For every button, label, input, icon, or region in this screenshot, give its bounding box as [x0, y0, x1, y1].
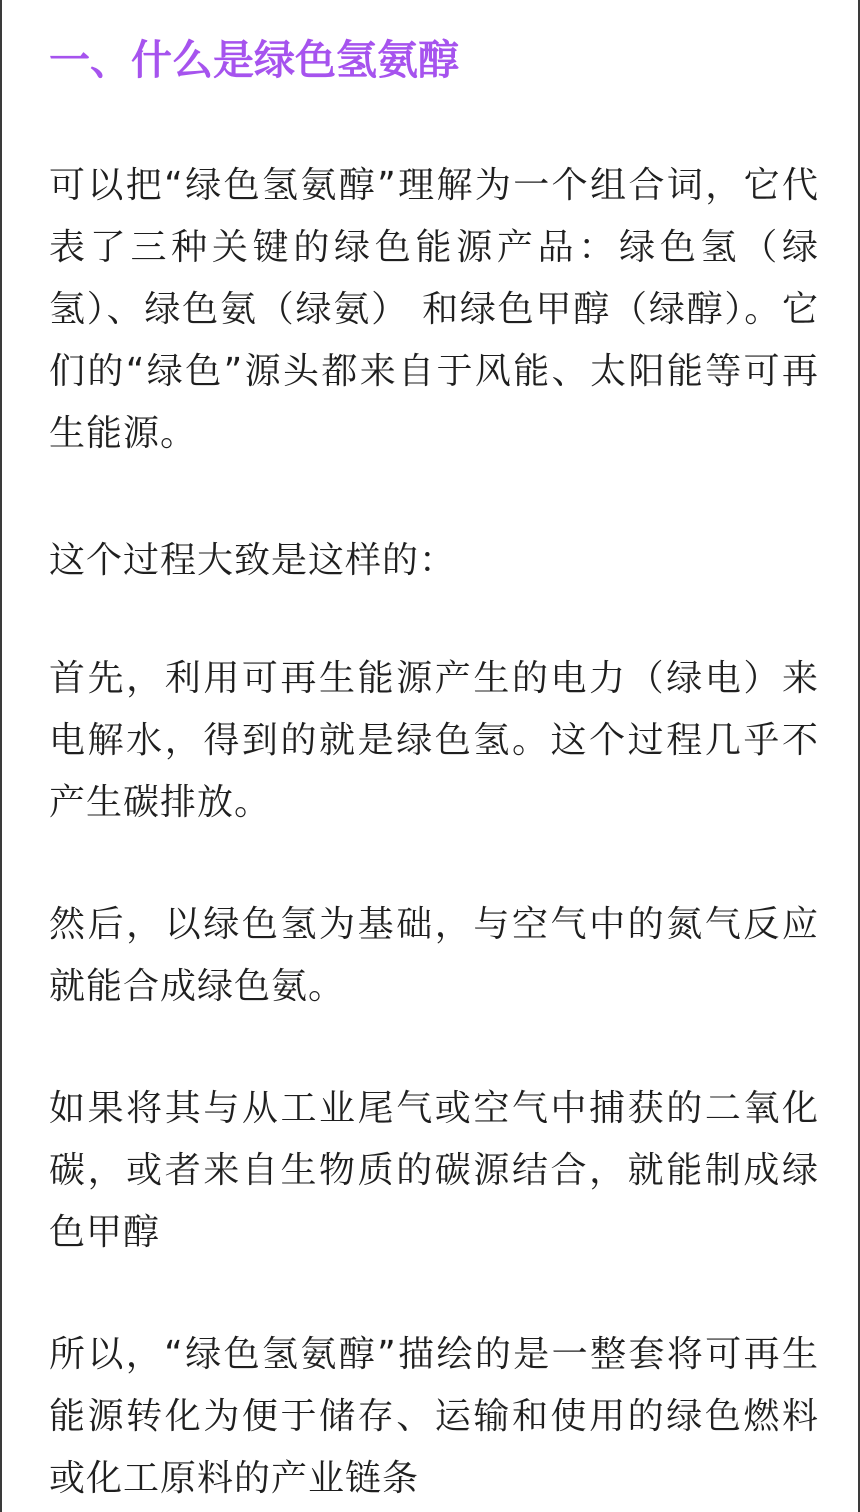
paragraph-green-ammonia: 然后，以绿色氢为基础，与空气中的氮气反应就能合成绿色氨。 [49, 904, 819, 1007]
paragraph-process-intro: 这个过程大致是这样的： [49, 540, 457, 581]
paragraph-green-methanol: 如果将其与从工业尾气或空气中捕获的二氧化碳，或者来自生物质的碳源结合，就能制成绿色甲醇 [49, 1088, 819, 1253]
paragraph-green-hydrogen: 首先，利用可再生能源产生的电力（绿电）来电解水，得到的就是绿色氢。这个过程几乎不产生碳排放。 [49, 658, 819, 823]
section-heading: 一、什么是绿色氢氨醇 [49, 36, 459, 84]
paragraph-summary: 所以，“绿色氢氨醇”描绘的是一整套将可再生能源转化为便于储存、运输和使用的绿色燃料或化工原料的产业链条 [49, 1334, 819, 1499]
paragraph-definition: 可以把“绿色氢氨醇”理解为一个组合词，它代表了三种关键的绿色能源产品：绿色氢（绿氢）、绿色氨（绿氨） 和绿色甲醇（绿醇）。它们的“绿色”源头都来自于风能、太阳能等可再生能源。 [49, 165, 819, 454]
